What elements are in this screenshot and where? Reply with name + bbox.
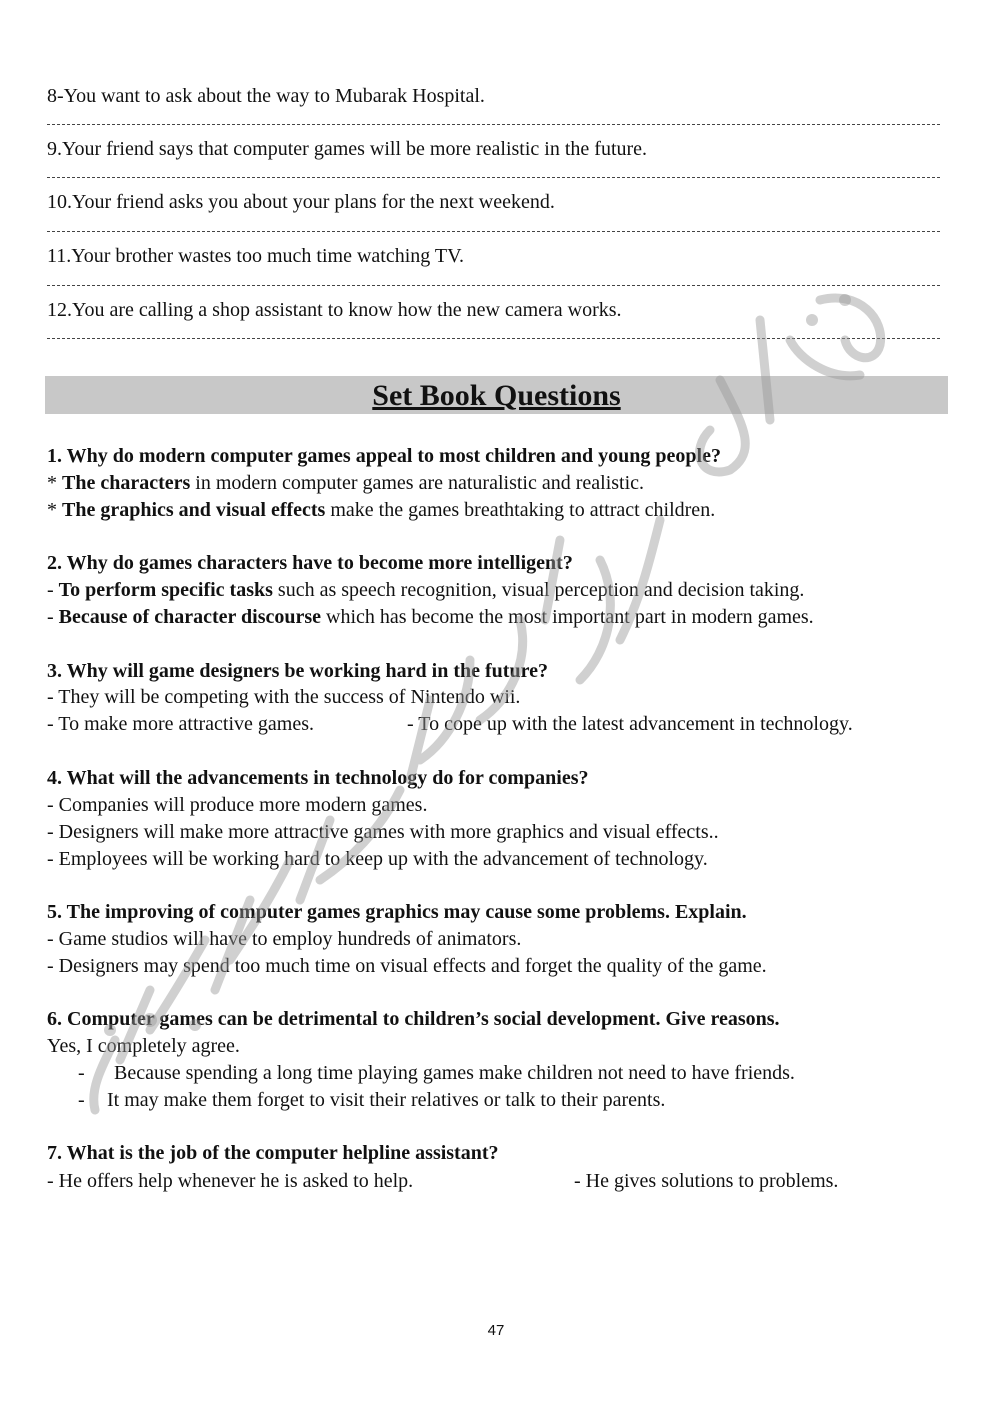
answer-line bbox=[47, 124, 940, 125]
answer-line-5-2: - Designers may spend too much time on visual effects and forget the quality of the game. bbox=[47, 955, 767, 977]
dialogue-item-11: 11.Your brother wastes too much time watching TV. bbox=[47, 245, 465, 267]
answer-line-6-3: It may make them forget to visit their relatives or talk to their parents. bbox=[107, 1089, 666, 1111]
answer-line-5-1: - Game studios will have to employ hundreds of animators. bbox=[47, 928, 522, 950]
answer-line bbox=[47, 285, 940, 286]
answer-line bbox=[47, 231, 940, 232]
answer-line-3-2: - To make more attractive games. bbox=[47, 713, 315, 735]
answer-line-2-2: - Because of character discourse which has become the most important part in modern games. bbox=[47, 606, 814, 628]
page-number: 47 bbox=[487, 1322, 505, 1339]
question-4: 4. What will the advancements in technology do for companies? bbox=[47, 767, 589, 789]
question-5: 5. The improving of computer games graphics may cause some problems. Explain. bbox=[47, 901, 747, 923]
answer-line-4-1: - Companies will produce more modern games. bbox=[47, 794, 428, 816]
dialogue-item-12: 12.You are calling a shop assistant to know how the new camera works. bbox=[47, 299, 622, 321]
answer-line-3-3: - To cope up with the latest advancement in technology. bbox=[407, 713, 853, 735]
question-6: 6. Computer games can be detrimental to children’s social development. Give reasons. bbox=[47, 1008, 780, 1030]
answer-line-4-2: - Designers will make more attractive games with more graphics and visual effects.. bbox=[47, 821, 719, 843]
dialogue-item-8: 8-You want to ask about the way to Mubarak Hospital. bbox=[47, 85, 485, 107]
question-3: 3. Why will game designers be working hard in the future? bbox=[47, 660, 548, 682]
dialogue-item-10: 10.Your friend asks you about your plans for the next weekend. bbox=[47, 191, 555, 213]
answer-line-7-1: - He offers help whenever he is asked to help. bbox=[47, 1170, 414, 1192]
question-7: 7. What is the job of the computer helpline assistant? bbox=[47, 1142, 499, 1164]
section-title: Set Book Questions bbox=[372, 379, 621, 412]
answer-line-4-3: - Employees will be working hard to keep up with the advancement of technology. bbox=[47, 848, 708, 870]
bullet-dash: - bbox=[78, 1089, 85, 1111]
bullet-dash: - bbox=[78, 1062, 85, 1084]
answer-line-1-2: * The graphics and visual effects make the games breathtaking to attract children. bbox=[47, 499, 716, 521]
answer-line bbox=[47, 338, 940, 339]
section-banner bbox=[45, 376, 948, 414]
dialogue-item-9: 9.Your friend says that computer games will be more realistic in the future. bbox=[47, 138, 648, 160]
answer-line-3-1: - They will be competing with the success of Nintendo wii. bbox=[47, 686, 521, 708]
question-2: 2. Why do games characters have to become more intelligent? bbox=[47, 552, 573, 574]
answer-line-2-1: - To perform specific tasks such as speech recognition, visual perception and decision taking. bbox=[47, 579, 805, 601]
answer-line-7-2: - He gives solutions to problems. bbox=[574, 1170, 839, 1192]
question-1: 1. Why do modern computer games appeal to most children and young people? bbox=[47, 445, 721, 467]
answer-line bbox=[47, 177, 940, 178]
answer-line-6-2: Because spending a long time playing games make children not need to have friends. bbox=[114, 1062, 795, 1084]
answer-line-6-1: Yes, I completely agree. bbox=[47, 1035, 240, 1057]
answer-line-1-1: * The characters in modern computer games are naturalistic and realistic. bbox=[47, 472, 645, 494]
